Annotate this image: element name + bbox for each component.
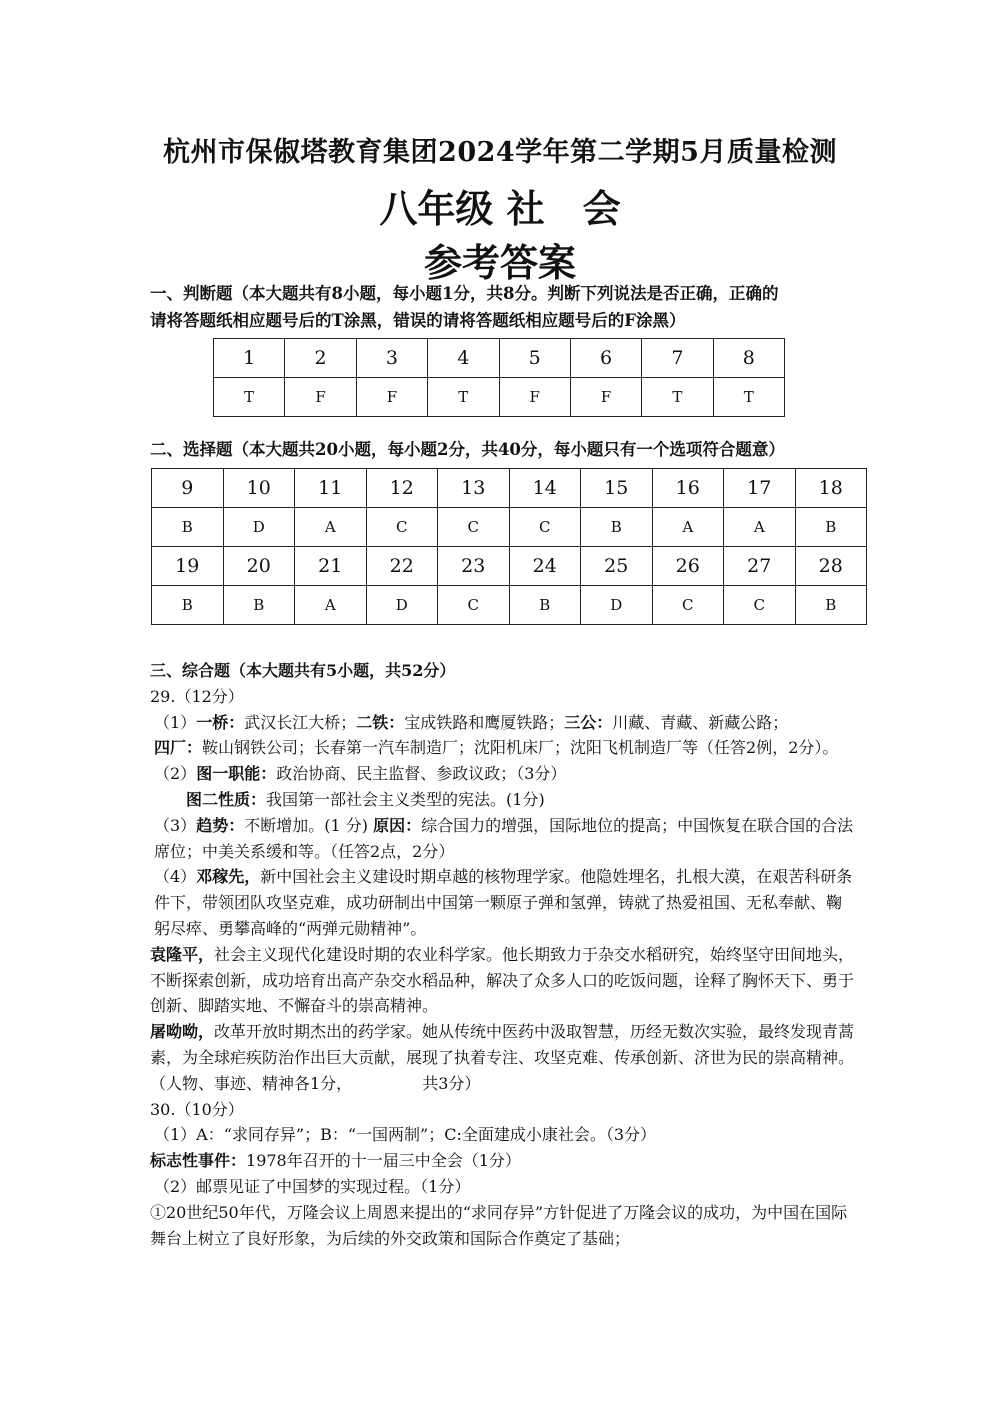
keyword: 屠呦呦，	[150, 1022, 215, 1042]
answer-cell: A	[724, 508, 796, 547]
section2-answer-row-2	[152, 586, 867, 625]
answer-text: 1978年召开的十一届三中全会（1分）	[246, 1151, 521, 1171]
answer-cell: D	[223, 508, 295, 547]
answer-text: 川藏、青藏、新藏公路；	[612, 712, 789, 732]
keyword: 图一职能：	[196, 764, 277, 784]
question-number: 17	[724, 469, 796, 508]
answer-text: 新中国社会主义建设时期卓越的核物理学家。他隐姓埋名，扎根大漠，在艰苦科研条件下，带领团队攻坚克难，成功研制出中国第一颗原子弹和氢弹，铸就了热爱祖国、无私奉献、鞠躬尽瘁、勇攀高峰的“两弹元勋精神”。	[154, 867, 853, 938]
section2-answer-row-1	[152, 508, 867, 547]
answer-cell: A	[295, 508, 367, 547]
section2-number-row-1	[152, 469, 867, 508]
section3-heading: 三、综合题（本大题共有5小题，共52分）	[150, 661, 456, 680]
q30-title: 30.（10分）	[150, 1099, 244, 1119]
answer-text: 不断增加。(1 分)	[244, 815, 368, 835]
question-number: 15	[581, 469, 653, 508]
question-number: 2	[285, 339, 356, 378]
question-number: 3	[356, 339, 427, 378]
section1-heading-line2: 请将答题纸相应题号后的T涂黑，错误的请将答题纸相应题号后的F涂黑）	[150, 311, 686, 330]
section1-answer-row	[214, 378, 785, 417]
answer-text: 鞍山钢铁公司；长春第一汽车制造厂；沈阳机床厂；沈阳飞机制造厂等（任答2例，2分）。	[202, 738, 839, 758]
q30-landmark-event	[150, 1148, 855, 1174]
question-number: 11	[295, 469, 367, 508]
question-number: 25	[581, 547, 653, 586]
question-number: 21	[295, 547, 367, 586]
question-number: 27	[724, 547, 796, 586]
answer-cell: C	[438, 508, 510, 547]
question-number: 26	[652, 547, 724, 586]
q29-part1	[150, 710, 855, 762]
part-label: （3）	[154, 815, 197, 835]
section1-heading	[150, 280, 870, 334]
question-number: 22	[366, 547, 438, 586]
question-number: 5	[499, 339, 570, 378]
part-label: （2）	[154, 764, 197, 784]
section1-number-row	[214, 339, 785, 378]
keyword: 原因：	[373, 815, 422, 835]
answer-cell: C	[652, 586, 724, 625]
answer-cell: C	[509, 508, 581, 547]
answer-cell: T	[214, 378, 285, 417]
answer-cell: T	[713, 378, 784, 417]
answer-cell: B	[581, 508, 653, 547]
question-number: 14	[509, 469, 581, 508]
answer-text: 社会主义现代化建设时期的农业科学家。他长期致力于杂交水稻研究，始终坚守田间地头，不断探索创新，成功培育出高产杂交水稻品种，解决了众多人口的吃饭问题，诠释了胸怀天下、勇于创新、脚踏实地、不懈奋斗的崇高精神。	[150, 944, 855, 1016]
q30-part2: （2）邮票见证了中国梦的实现过程。（1分）	[154, 1176, 471, 1196]
answer-text: 我国第一部社会主义类型的宪法。(1分)	[266, 789, 545, 809]
question-number: 20	[223, 547, 295, 586]
score-note: 共3分）	[422, 1073, 481, 1093]
answer-cell: T	[642, 378, 713, 417]
question-number: 19	[152, 547, 224, 586]
question-number: 7	[642, 339, 713, 378]
keyword: 标志性事件：	[150, 1151, 247, 1171]
q29-tu-youyou	[150, 1019, 855, 1096]
keyword: 二铁：	[356, 712, 405, 732]
answer-cell: B	[223, 586, 295, 625]
q29-title: 29.（12分）	[150, 686, 244, 706]
q29-yuan-longping	[150, 942, 855, 1019]
answer-cell: C	[724, 586, 796, 625]
q29-part4	[150, 864, 855, 941]
answer-cell: C	[366, 508, 438, 547]
question-number: 1	[214, 339, 285, 378]
answer-cell: A	[295, 586, 367, 625]
q29-part2-line2	[150, 787, 855, 813]
q30-point1: ①20世纪50年代，万隆会议上周恩来提出的“求同存异”方针促进了万隆会议的成功，为中国在国际舞台上树立了良好形象，为后续的外交政策和国际合作奠定了基础；	[150, 1202, 848, 1248]
section2-number-row-2	[152, 547, 867, 586]
section3-body	[150, 658, 855, 1251]
answer-text: 宝成铁路和鹰厦铁路；	[404, 712, 565, 732]
answer-cell: F	[499, 378, 570, 417]
answer-cell: A	[652, 508, 724, 547]
section2-heading: 二、选择题（本大题共20小题，每小题2分，共40分，每小题只有一个选项符合题意）	[150, 440, 785, 459]
answer-text: 综合国力的增强，国际地位的提高；中国恢复在联合国的合法席位；中美关系缓和等。（任答2点，2分）	[154, 815, 854, 861]
part-label: （1）	[154, 712, 197, 732]
answer-cell: F	[285, 378, 356, 417]
question-number: 13	[438, 469, 510, 508]
answer-cell: F	[570, 378, 641, 417]
question-number: 24	[509, 547, 581, 586]
keyword: 一桥：	[196, 712, 245, 732]
question-number: 23	[438, 547, 510, 586]
question-number: 12	[366, 469, 438, 508]
q29-part2	[150, 761, 855, 787]
question-number: 28	[795, 547, 867, 586]
q29-part3	[150, 813, 855, 865]
document-type: 参考答案	[423, 240, 576, 285]
q30-part1: （1）A：“求同存异”；B：“一国两制”；C:全面建成小康社会。（3分）	[154, 1125, 657, 1145]
keyword: 袁隆平，	[150, 944, 215, 964]
answer-cell: C	[438, 586, 510, 625]
answer-cell: D	[366, 586, 438, 625]
keyword: 三公：	[564, 712, 613, 732]
answer-cell: D	[581, 586, 653, 625]
section2-answer-table	[151, 468, 867, 625]
exam-title: 杭州市保俶塔教育集团2024学年第二学期5月质量检测	[163, 137, 837, 168]
answer-cell: T	[428, 378, 499, 417]
keyword: 邓稼先，	[196, 867, 261, 887]
question-number: 18	[795, 469, 867, 508]
answer-text: 改革开放时期杰出的药学家。她从传统中医药中汲取智慧，历经无数次实验，最终发现青蒿素，为全球疟疾防治作出巨大贡献，展现了执着专注、攻坚克难、传承创新、济世为民的崇高精神。（人物、事迹、精神各1分，	[150, 1022, 855, 1093]
answer-cell: F	[356, 378, 427, 417]
answer-cell: B	[795, 586, 867, 625]
answer-cell: B	[795, 508, 867, 547]
answer-cell: B	[152, 508, 224, 547]
grade-subject: 八年级 社 会	[379, 186, 621, 231]
section1-heading-line1: 一、判断题（本大题共有8小题，每小题1分，共8分。判断下列说法是否正确，正确的	[150, 284, 779, 303]
keyword: 趋势：	[196, 815, 245, 835]
answer-cell: B	[509, 586, 581, 625]
question-number: 16	[652, 469, 724, 508]
question-number: 10	[223, 469, 295, 508]
answer-text: 政治协商、民主监督、参政议政；（3分）	[276, 764, 567, 784]
part-label: （4）	[154, 867, 197, 887]
answer-cell: B	[152, 586, 224, 625]
keyword: 四厂：	[154, 738, 203, 758]
keyword: 图二性质：	[186, 789, 267, 809]
question-number: 8	[713, 339, 784, 378]
question-number: 4	[428, 339, 499, 378]
question-number: 9	[152, 469, 224, 508]
section1-answer-table	[213, 338, 785, 417]
question-number: 6	[570, 339, 641, 378]
answer-text: 武汉长江大桥；	[244, 712, 357, 732]
